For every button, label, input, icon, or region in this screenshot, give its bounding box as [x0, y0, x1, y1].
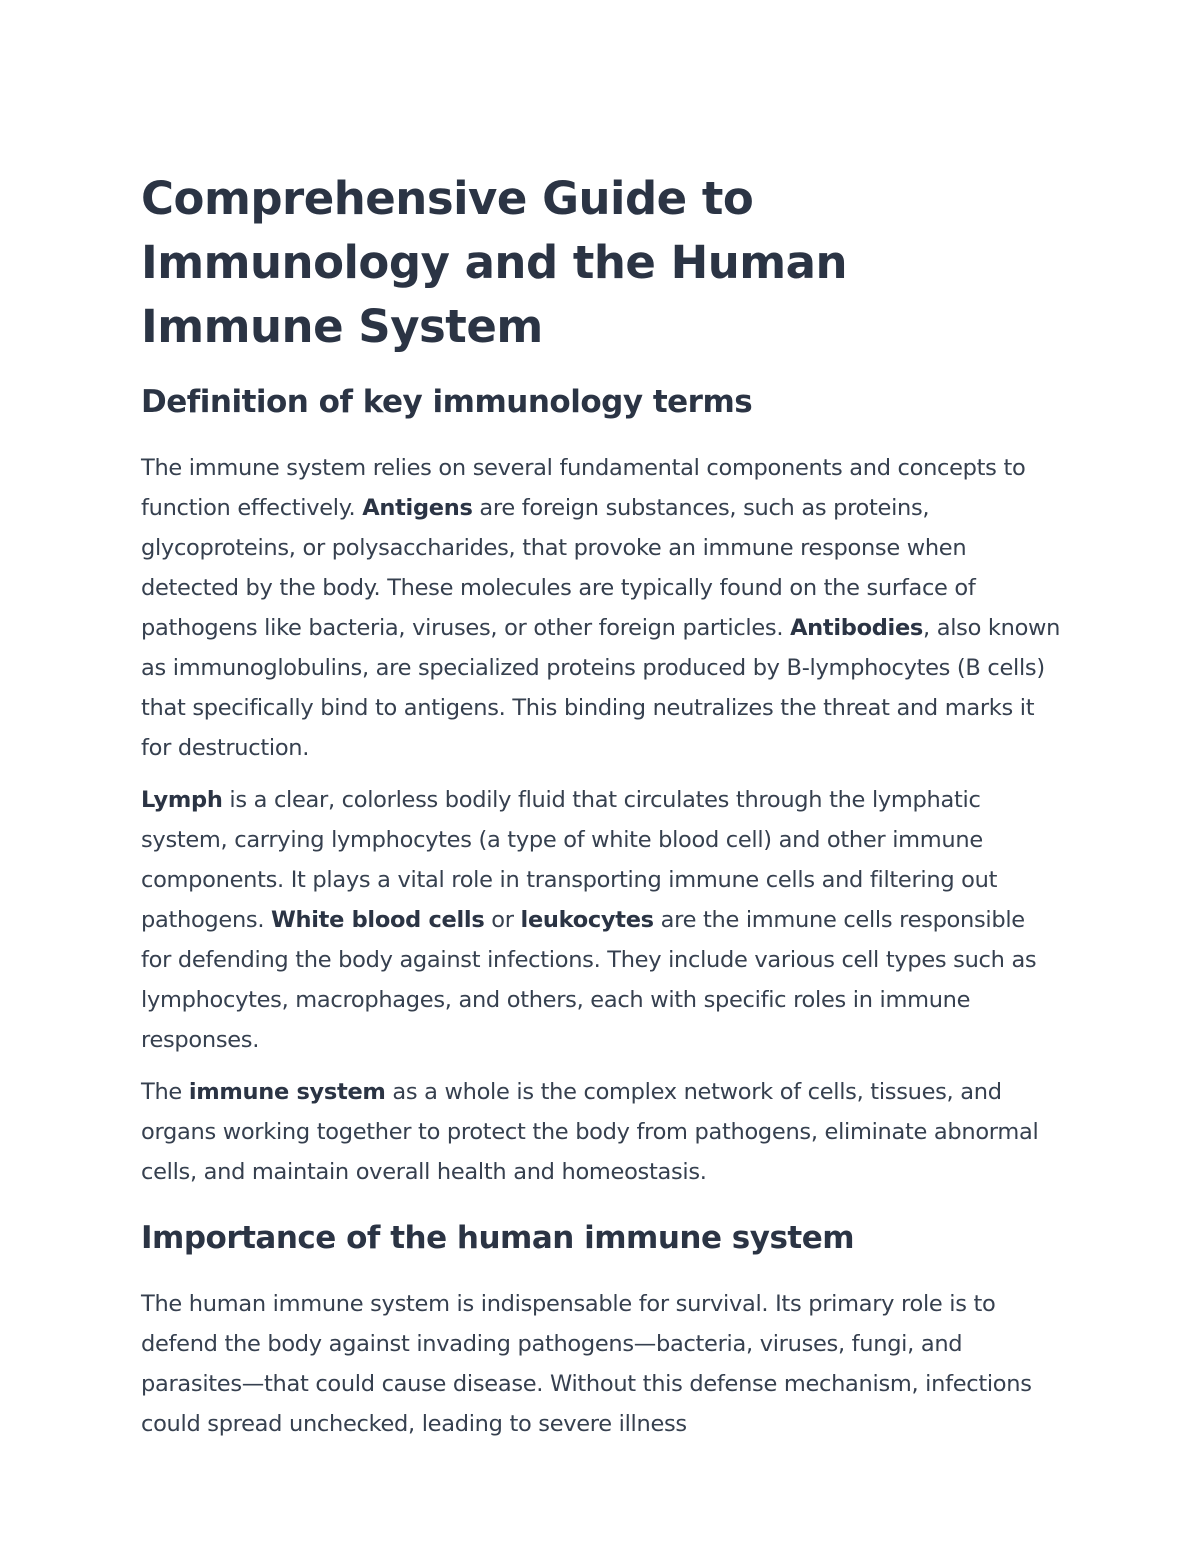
paragraph-text: is a clear, colorless bodily fluid that circulates through the lymphatic system, carrying lymphocytes (a type of white blood cell) and other immune components. It plays a vital role in transporting immune cells and filtering out pathogens. [141, 787, 998, 933]
paragraph-text: or [484, 907, 521, 933]
document-title: Comprehensive Guide to Immunology and the Human Immune System [141, 172, 848, 353]
term-immune-system: immune system [188, 1079, 386, 1105]
section-heading-key-terms: Definition of key immunology terms [141, 384, 753, 420]
paragraph-text: as a whole is the complex network of cells, tissues, and organs working together to protect the body from pathogens, eliminate abnormal cells, and maintain overall health and homeostasis. [141, 1079, 1039, 1185]
paragraph-text: , also known as immunoglobulins, are specialized proteins produced by B-lymphocytes (B cells) that specifically bind to antigens. This binding neutralizes the threat and marks it for destruction. [141, 615, 1061, 761]
term-lymph: Lymph [141, 787, 223, 813]
paragraph-lymph-leukocytes [141, 780, 1061, 1060]
paragraph-immune-system [141, 1072, 1061, 1192]
document-page [141, 167, 1061, 1444]
term-leukocytes: leukocytes [520, 907, 654, 933]
paragraph-importance: The human immune system is indispensable for survival. Its primary role is to defend the body against invading pathogens—bacteria, viruses, fungi, and parasites—that could cause disease. Without this defense mechanism, infections could spread unchecked, leading to severe illness [141, 1291, 1032, 1437]
term-white-blood-cells: White blood cells [271, 907, 485, 933]
paragraph-text: are foreign substances, such as proteins, glycoproteins, or polysaccharides, that provoke an immune response when detected by the body. These molecules are typically found on the surface of pathogens like bacteria, viruses, or other foreign particles. [141, 495, 976, 641]
paragraph-antigens-antibodies [141, 448, 1061, 768]
term-antigens: Antigens [362, 495, 473, 521]
paragraph-text: The [141, 1079, 189, 1105]
paragraph-text: The immune system relies on several fundamental components and concepts to function effectively. [141, 455, 1026, 521]
section-heading-importance: Importance of the human immune system [141, 1220, 855, 1256]
paragraph-text: are the immune cells responsible for defending the body against infections. They include various cell types such as lymphocytes, macrophages, and others, each with specific roles in immune responses. [141, 907, 1037, 1053]
term-antibodies: Antibodies [790, 615, 923, 641]
